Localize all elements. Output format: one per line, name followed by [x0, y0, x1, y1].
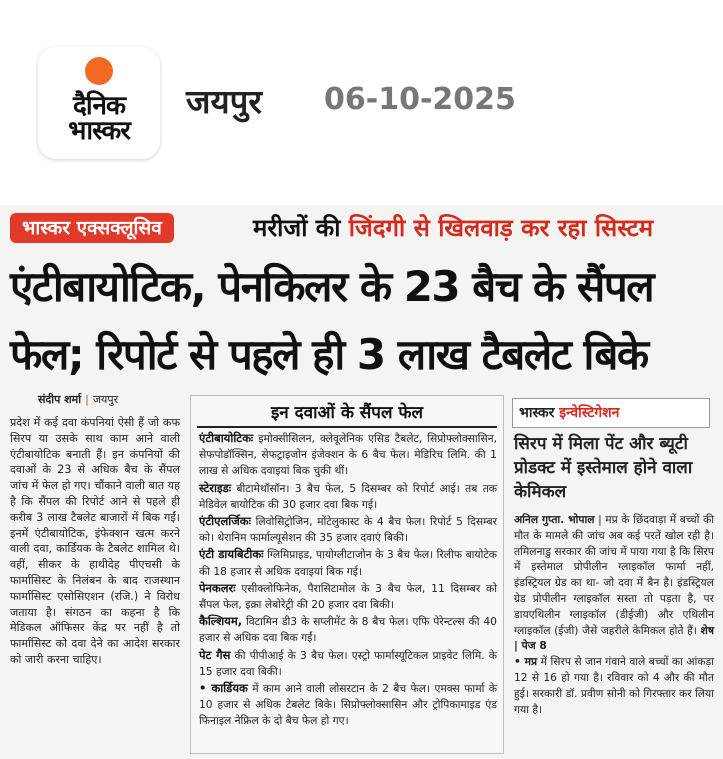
- item-term: कैल्शियम,: [199, 614, 243, 629]
- item-text: की पीपीआई के 3 बैच फेल। एस्ट्रो फार्मास्यूटिकल प्राइवेट लिमि. के 15 हजार दवा बिकी।: [199, 648, 497, 678]
- investigation-paragraph: [514, 512, 714, 654]
- byline-separator: |: [85, 393, 89, 406]
- dainik-bhaskar-logo[interactable]: [38, 47, 160, 159]
- item-text: विटामिन डी3 के सप्लीमेंट के 8 बैच फेल। एफि पेरेन्टल्स की 40 हजार से अधिक दवा बिक गईं।: [199, 615, 497, 645]
- list-item: [199, 513, 497, 546]
- item-term: पेट गैस: [199, 647, 231, 662]
- item-text: बीटामेथॉसॉन। 3 बैच फेल, 5 दिसम्बर को रिपोर्ट आई। तब तक मेडिवेल बायोटिक की 30 हजार दवा बिक गई।: [199, 481, 497, 511]
- investigation-text: | मप्र के छिंदवाड़ा में बच्चों की मौत के मामले की जांच अब कई परतें खोल रही है। तमिलनाडु सरकार की जांच में पाया गया है कि सिरप में इस्तेमाल प्रोपीलीन ग्लाइकॉल फार्मा नहीं, इंडस्ट्रियल ग्रेड का था- जो दवा में बैन है। इंडस्ट्रियल ग्रेड प्रोपीलीन ग्लाइकॉल सस्ता तो पड़ता है, पर डायएथिलीन ग्लाइकॉल (डीईजी) और एथिलीन ग्लाइकॉल (ईजी) जैसे जहरीले केमिकल होते हैं।: [514, 513, 715, 637]
- investigation-badge: [512, 398, 710, 428]
- kicker-red-text: जिंदगी से खिलवाड़ कर रहा सिस्टम: [348, 214, 654, 242]
- item-text: में काम आने वाली लोसरटान के 2 बैच फेल। एमक्स फार्मा के 10 हजार से अधिक टेबलेट बिके। सिप्रोफ्लोक्सासिन और ट्रोपिकामाइड एंड फिनाइल नेफ्रिल के दो बैच फेल हो गए।: [199, 682, 497, 728]
- logo-sun-icon: [85, 57, 113, 85]
- continue-tag: शेष | पेज 8: [514, 623, 714, 653]
- list-item: [199, 546, 497, 579]
- failed-samples-box: [190, 395, 504, 754]
- bullet-lead: • मप्र: [514, 655, 538, 669]
- box-body: [199, 430, 497, 730]
- box-title: इन दवाओं के सैंपल फेल: [270, 403, 424, 423]
- item-term: एंटीएलर्जिकः: [199, 514, 251, 529]
- list-item: [199, 580, 497, 613]
- logo-text-line1: दैनिक: [73, 91, 125, 121]
- item-term: पेनकलरः: [199, 580, 236, 595]
- edition-city[interactable]: जयपुर: [186, 82, 262, 121]
- list-item: [199, 480, 497, 513]
- investigation-bullet: [514, 654, 714, 717]
- kicker-text: [253, 213, 653, 243]
- kicker-black-text: मरीजों की: [253, 214, 349, 242]
- byline-name: संदीप शर्मा: [38, 393, 82, 406]
- badge-red-text: इन्वेस्टिगेशन: [559, 405, 620, 421]
- item-text: एसीक्लोफिनेक, पैरासिटामोल के 3 बैच फेल, 11 दिसम्बर को सैंपल फेल, इक्रा लेबोरेट्री की 20 हजार दवा बिकी।: [199, 581, 497, 612]
- list-item: [199, 613, 497, 646]
- badge-black-text: भास्कर: [519, 405, 560, 421]
- byline: [38, 392, 118, 407]
- list-item: [199, 680, 497, 730]
- box-divider: [197, 426, 497, 428]
- byline-city: जयपुर: [92, 393, 119, 406]
- kicker-row: [10, 213, 715, 247]
- list-item: [199, 430, 497, 480]
- investigation-byline: अनिल गुप्ता. भोपाल: [514, 513, 595, 526]
- item-term: • कार्डियक: [199, 681, 248, 696]
- investigation-headline: सिरप में मिला पेंट और ब्यूटी प्रोडक्ट में इस्तेमाल होने वाला केमिकल: [514, 434, 693, 502]
- item-term: एंटीबायोटिकः: [199, 431, 254, 445]
- app-header: [0, 0, 723, 185]
- investigation-body: [514, 512, 714, 717]
- item-text: ग्लिमिप्राइड, पायोग्लीटाजोन के 3 बैच फेल। रिलीफ बायोटेक की 18 हजार से अधिक दवाइयां बिक गई।: [199, 548, 497, 578]
- item-text: इमोक्सीसिलन, क्लेवूलेनिक एसिड टैबलेट, सिप्रोफ्लोक्सासिन, सेफपोडॉक्सिन, सेफट्राइजोन इंजेक्शन के 6 बैच फेल। मेडिरिच लिमि. की 1 लाख से अधिक दवाइयां बिक चुकी थीं।: [199, 432, 497, 478]
- investigation-column: [512, 398, 715, 754]
- edition-date[interactable]: 06-10-2025: [324, 82, 516, 117]
- list-item: [199, 647, 497, 680]
- headline-line-1: एंटीबायोटिक, पेनकिलर के 23 बैच के सैंपल: [10, 262, 654, 311]
- headline-line-2: फेल; रिपोर्ट से पहले ही 3 लाख टैबलेट बिके: [10, 330, 648, 379]
- left-column-text: प्रदेश में कई दवा कंपनियां ऐसी हैं जो कफ सिरप या उसके साथ काम आने वाली एंटीबायोटिक बनाती हैं। इन कंपनियों की दवाओं के 23 से अधिक बैच के सैंपल जांच में फेल हो गए। चौंकाने वाली बात यह है कि सैंपल की रिपोर्ट आने से पहले ही करीब 3 लाख टैबलेट बाजारों में बिक गईं। इनमें एंटीबायोटिक, इंफेक्शन खत्म करने वाली दवा, कार्डियक के टैबलेट शामिल थे। वहीं, सीकर के हाथीदेह पीएचसी के फार्मासिस्ट के निलंबन के बाद राजस्थान फार्मासिस्ट एसोसिएशन (रजि.) ने विरोध जताया है। संगठन का कहना है कि मेडिकल ऑफिसर केंद्र पर नहीं है तो फार्मासिस्ट को दवा देने का आदेश सरकार को जारी करना चाहिए।: [10, 416, 180, 666]
- logo-text-line2: भास्कर: [68, 116, 130, 146]
- item-term: स्टेराइडः: [199, 480, 232, 495]
- item-term: एंटी डायबिटीकः: [199, 547, 264, 562]
- bullet-text: में सिरप से जान गंवाने वाले बच्चों का आंकड़ा 12 से 16 हो गया है। रविवार को 4 और की मौत हुई। सरकारी डॉ. प्रवीण सोनी को गिरफ्तार कर लिया गया है।: [514, 655, 714, 716]
- exclusive-badge: भास्कर एक्सक्लूसिव: [10, 213, 174, 243]
- item-text: लिवोसिट्रोजिन, मोंटेलुकास्ट के 4 बैच फेल। रिपोर्ट 5 दिसम्बर को। थेरानिम फार्माल्यूसेशन की 35 हजार दवाएं बिकी।: [199, 515, 497, 545]
